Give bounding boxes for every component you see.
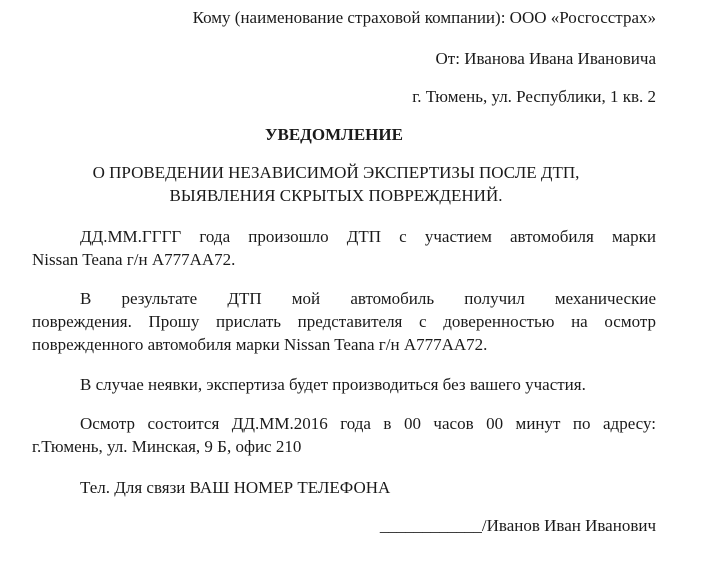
- paragraph-damage-line3: поврежденного автомобиля марки Nissan Teana г/н А777АА72.: [32, 335, 488, 354]
- paragraph-inspection-line2: г.Тюмень, ул. Минская, 9 Б, офис 210: [32, 437, 302, 456]
- sender-line: От: Иванова Ивана Ивановича: [435, 49, 656, 68]
- paragraph-damage: [32, 287, 656, 356]
- paragraph-phone: [32, 476, 656, 499]
- paragraph-absence: [32, 373, 656, 396]
- paragraph-phone-line1: Тел. Для связи ВАШ НОМЕР ТЕЛЕФОНА: [80, 478, 391, 497]
- document-subtitle-line1: О ПРОВЕДЕНИИ НЕЗАВИСИМОЙ ЭКСПЕРТИЗЫ ПОСЛЕ ДТП,: [92, 163, 580, 182]
- document-heading: УВЕДОМЛЕНИЕ: [265, 125, 403, 144]
- paragraph-inspection-line1: Осмотр состоится ДД.ММ.2016 года в 00 часов 00 минут по адресу:: [80, 414, 656, 433]
- paragraph-damage-line2: повреждения. Прошу прислать представителя с доверенностью на осмотр: [32, 312, 656, 331]
- document-subtitle-line2: ВЫЯВЛЕНИЯ СКРЫТЫХ ПОВРЕЖДЕНИЙ.: [169, 186, 503, 205]
- paragraph-accident-line1: ДД.ММ.ГГГГ года произошло ДТП с участием автомобиля марки: [80, 227, 656, 246]
- paragraph-damage-line1: В результате ДТП мой автомобиль получил механические: [80, 289, 656, 308]
- recipient-line: Кому (наименование страховой компании): ООО «Росгосстрах»: [192, 8, 656, 27]
- notification-document: [32, 0, 656, 566]
- paragraph-accident: [32, 225, 656, 271]
- paragraph-accident-line2: Nissan Teana г/н А777АА72.: [32, 250, 236, 269]
- signature-line: ____________/Иванов Иван Иванович: [379, 516, 656, 535]
- paragraph-absence-line1: В случае неявки, экспертиза будет производиться без вашего участия.: [80, 375, 586, 394]
- paragraph-inspection: [32, 412, 656, 458]
- sender-address-line: г. Тюмень, ул. Республики, 1 кв. 2: [412, 87, 656, 106]
